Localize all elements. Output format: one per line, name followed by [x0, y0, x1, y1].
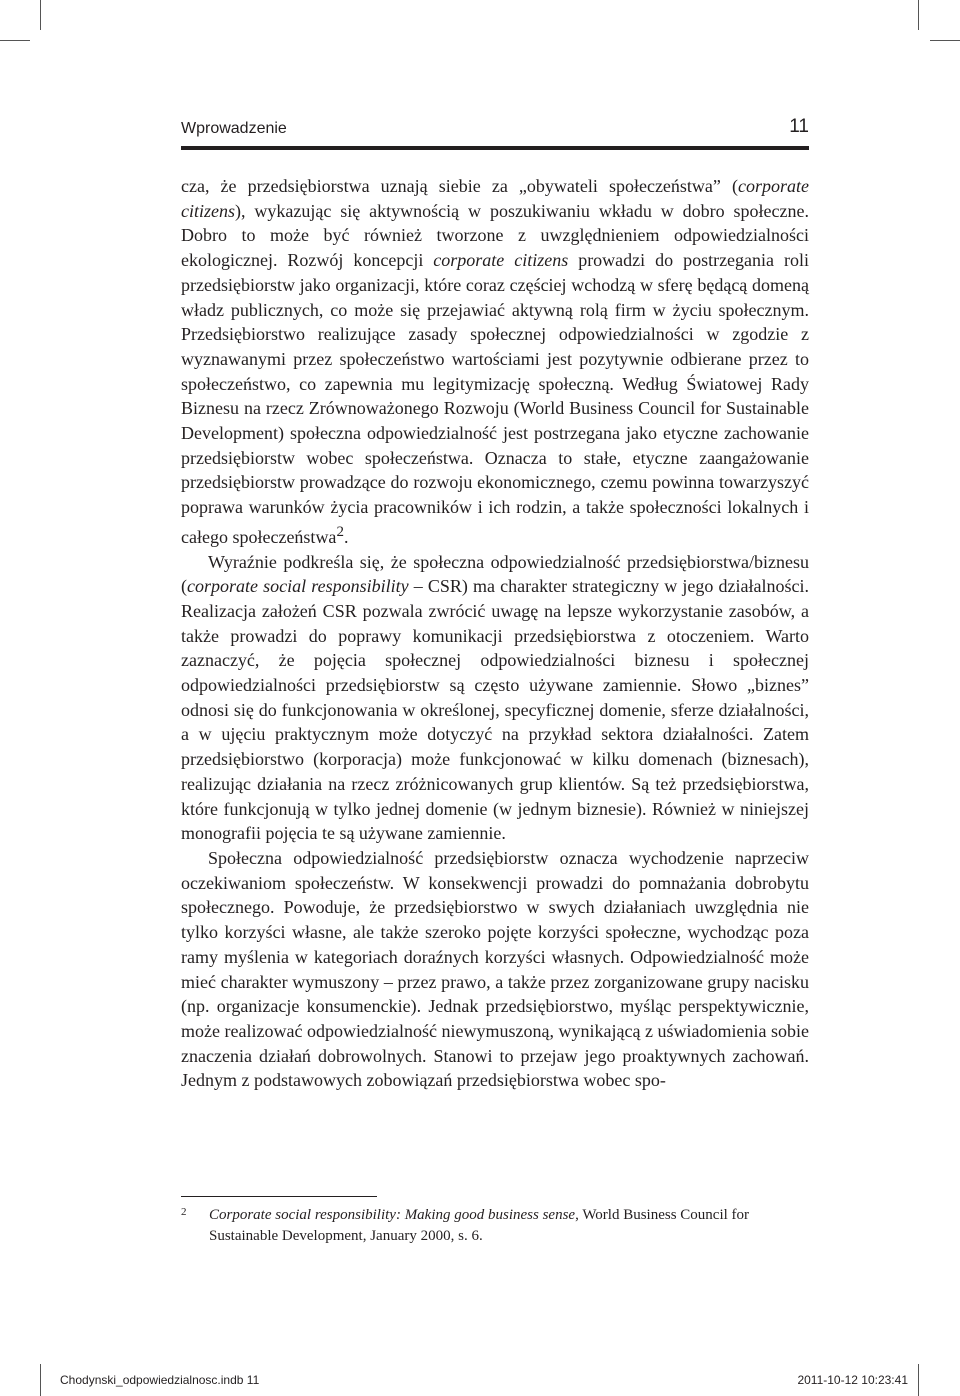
print-slug [0, 1364, 960, 1396]
running-header [181, 116, 809, 142]
text-run: Wyraźnie podkreśla się, że społeczna odpowiedzialność przedsiębiorstwa/biznesu ( [181, 551, 809, 597]
slug-divider [40, 1364, 41, 1396]
text-run: cza, że przedsiębiorstwa uznają siebie za „obywateli społeczeństwa” ( [181, 176, 738, 196]
footnote [181, 1205, 809, 1247]
text-run: – CSR) ma charakter strategiczny w jego działalności. Realizacja założeń CSR pozwala zwrócić uwagę na lepsze wykorzystanie zasobów, a także prowadzi do poprawy komunikacji przedsiębiorstwa z otoczeniem. Warto zaznaczyć, że pojęcia społecznej odpowiedzialności biznesu i społecznej odpowiedzialności przedsiębiorstw są często używane zamiennie. Słowo „biznes” odnosi się do funkcjonowania w określonej, specyficznej domenie, sferze działalności, a w ujęciu praktycznym może dotyczyć na przykład sektora działalności. Zatem przedsiębiorstwo (korporacja) może funkcjonować w kilku domenach (biznesach), realizując działania na rzecz zróżnicowanych grup klientów. Są też przedsiębiorstwa, które funkcjonują w tylko jednej domenie (w jednym biznesie). Również w niniejszej monografii pojęcia te są używane zamiennie. [181, 576, 809, 844]
footnote-rule [181, 1196, 377, 1197]
print-filename: Chodynski_odpowiedzialnosc.indb 11 [60, 1373, 260, 1387]
body-text [181, 174, 809, 1093]
footnote-ref: 2 [336, 523, 344, 540]
text-run: . [343, 526, 349, 547]
italic-text: corporate citizens [433, 250, 569, 271]
crop-mark [40, 0, 41, 30]
text-run: prowadzi do postrzegania roli przedsiębiorstw jako organizacji, które coraz częściej wchodzą w sferę będącą domeną władz publicznych, co może się przejawiać aktywną rolą firm w życiu społecznym. Przedsiębiorstwo realizujące zasady społecznej odpowiedzialności w zgodzie z wyznawanymi przez społeczeństwo wartościami jest pozytywnie odbierane przez to społeczeństwo, co zapewnia mu legitymizację społeczną. Według Światowej Rady Biznesu na rzecz Zrównoważonego Rozwoju (World Business Council for Sustainable Development) społeczna odpowiedzialność jest postrzegana jako etyczne zachowanie przedsiębiorstw wobec społeczeństwa. Oznacza to stałe, etyczne zaangażowanie przedsiębiorstw prowadzące do rozwoju ekonomicznego, czemu powinna towarzyszyć poprawa warunków życia pracowników i ich rodzin, a także społeczności lokalnych i całego społeczeństwa [181, 250, 809, 547]
italic-text: corporate social responsibility [187, 576, 409, 597]
header-rule [181, 146, 809, 150]
text-run: ), wykazując się aktywnością w poszukiwaniu wkładu w dobro społeczne. Dobro to może być również tworzone z uwzględnieniem odpowiedzialności ekologicznej. Rozwój koncepcji [181, 200, 809, 271]
print-timestamp: 2011-10-12 10:23:41 [797, 1373, 908, 1387]
crop-mark [0, 40, 30, 41]
paragraph [181, 174, 809, 550]
crop-mark [918, 0, 919, 30]
slug-divider [918, 1364, 919, 1396]
paragraph [181, 550, 809, 846]
paragraph [181, 846, 809, 1093]
italic-text: corporate citizens [181, 176, 809, 221]
text-run: , World Business Council for Sustainable Development, January 2000, s. 6. [209, 1207, 750, 1244]
footnote-text [209, 1205, 809, 1247]
crop-mark [930, 40, 960, 41]
text-run: Społeczna odpowiedzialność przedsiębiorstw oznacza wychodzenie naprzeciw oczekiwaniom społeczeństw. W konsekwencji prowadzi do pomnażania dobrobytu społecznego. Powoduje, że przedsiębiorstwo w swych działaniach uwzględnia nie tylko korzyści własne, ale także szeroko pojęte korzyści społeczne, wychodząc poza ramy myślenia w kategoriach doraźnych korzyści własnych. Odpowiedzialność może mieć charakter wymuszony – przez prawo, a także przez zorganizowane grupy nacisku (np. organizacje konsumenckie). Jednak przedsiębiorstwo, myśląc perspektywicznie, może realizować odpowiedzialność niewymuszoną, wynikającą z uświadomienia sobie znaczenia działań dobrowolnych. Stanowi to przejaw jego proaktywnych zachowań. Jednym z podstawowych zobowiązań przedsiębiorstwa wobec spo- [181, 847, 809, 1091]
italic-text: Corporate social responsibility: Making good business sense [209, 1207, 576, 1223]
page-number: 11 [789, 116, 809, 137]
section-title: Wprowadzenie [181, 120, 287, 137]
footnote-mark: 2 [181, 1206, 187, 1218]
